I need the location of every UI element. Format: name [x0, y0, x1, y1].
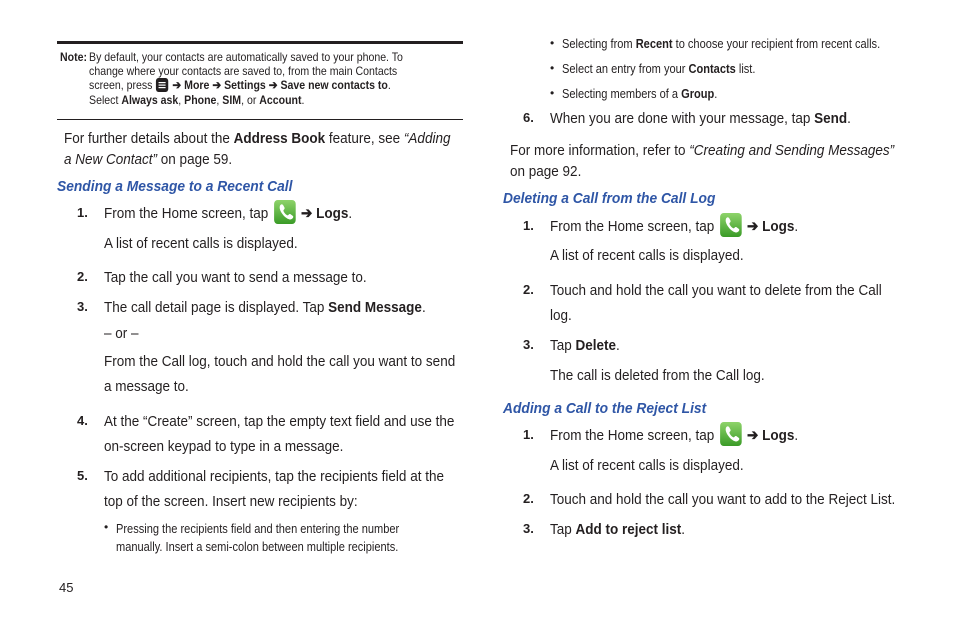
- step-number: 1.: [523, 218, 534, 233]
- note-line-1: By default, your contacts are automatically saved to your phone. To: [89, 50, 403, 64]
- heading-send-message: Sending a Message to a Recent Call: [57, 178, 293, 195]
- delete-step-1-result: A list of recent calls is displayed.: [550, 247, 744, 264]
- step-1-text: From the Home screen, tap ➔ Logs.: [104, 201, 352, 226]
- note-top-rule: [57, 41, 463, 44]
- bullet-dot: •: [550, 86, 555, 100]
- step-3-alt-line-2: a message to.: [104, 378, 189, 395]
- delete-step-3-result: The call is deleted from the Call log.: [550, 367, 765, 384]
- intro-paragraph-line-2: a New Contact” on page 59.: [64, 151, 233, 168]
- note-line-4: Select Always ask, Phone, SIM, or Account.: [89, 92, 305, 107]
- step-4-line-2: on-screen keypad to type in a message.: [104, 438, 344, 455]
- step-6-text: When you are done with your message, tap Send.: [550, 110, 851, 127]
- note-body: [89, 50, 452, 107]
- step-number: 6.: [523, 110, 534, 125]
- step-4-line-1: At the “Create” screen, tap the empty text field and use the: [104, 413, 455, 430]
- bullet-3: Select an entry from your Contacts list.: [562, 61, 756, 76]
- step-number: 3.: [77, 299, 88, 314]
- phone-icon: [720, 422, 742, 446]
- phone-icon: [274, 200, 296, 224]
- step-number: 2.: [523, 491, 534, 506]
- heading-reject-list: Adding a Call to the Reject List: [503, 400, 707, 417]
- heading-delete-call: Deleting a Call from the Call Log: [503, 190, 716, 207]
- note-menu-path: ➔ More ➔ Settings ➔ Save new contacts to: [172, 78, 388, 93]
- more-info-line-1: For more information, refer to “Creating and Sending Messages”: [510, 142, 895, 159]
- step-3-text: The call detail page is displayed. Tap Send Message.: [104, 299, 426, 316]
- page-number: 45: [59, 580, 74, 595]
- step-1-result: A list of recent calls is displayed.: [104, 235, 298, 252]
- note-bottom-rule: [57, 119, 463, 120]
- step-2-text: Tap the call you want to send a message to.: [104, 269, 367, 286]
- step-number: 3.: [523, 337, 534, 352]
- step-3-alt-line-1: From the Call log, touch and hold the call you want to send: [104, 353, 456, 370]
- note-line-3: screen, press ➔ More ➔ Settings ➔ Save new contacts to.: [89, 78, 391, 93]
- reject-step-2-text: Touch and hold the call you want to add to the Reject List.: [550, 491, 896, 508]
- bullet-dot: •: [550, 61, 555, 75]
- phone-icon: [720, 213, 742, 237]
- step-5-line-2: top of the screen. Insert new recipients by:: [104, 493, 358, 510]
- step-number: 2.: [77, 269, 88, 284]
- reject-step-1-result: A list of recent calls is displayed.: [550, 457, 744, 474]
- step-number: 1.: [77, 205, 88, 220]
- reject-step-3-text: Tap Add to reject list.: [550, 521, 686, 538]
- step-number: 1.: [523, 427, 534, 442]
- menu-key-icon: [156, 78, 168, 92]
- step-number: 2.: [523, 282, 534, 297]
- step-number: 5.: [77, 468, 88, 483]
- bullet-dot: •: [104, 520, 109, 534]
- delete-step-2-line-2: log.: [550, 307, 572, 324]
- bullet-dot: •: [550, 36, 555, 50]
- step-number: 4.: [77, 413, 88, 428]
- step-number: 3.: [523, 521, 534, 536]
- bullet-2: Selecting from Recent to choose your recipient from recent calls.: [562, 36, 881, 51]
- bullet-4: Selecting members of a Group.: [562, 86, 718, 101]
- bullet-1-line-1: Pressing the recipients field and then entering the number: [116, 521, 400, 536]
- or-separator: – or –: [104, 325, 139, 342]
- bullet-1-line-2: manually. Insert a semi-colon between multiple recipients.: [116, 539, 399, 554]
- delete-step-3-text: Tap Delete.: [550, 337, 620, 354]
- more-info-line-2: on page 92.: [510, 163, 582, 180]
- intro-paragraph-line-1: For further details about the Address Book feature, see “Adding: [64, 130, 451, 147]
- delete-step-1-text: From the Home screen, tap ➔ Logs.: [550, 214, 798, 239]
- note-line-2: change where your contacts are saved to, from the main Contacts: [89, 64, 398, 79]
- reject-step-1-text: From the Home screen, tap ➔ Logs.: [550, 423, 798, 448]
- note-label: Note:: [60, 50, 87, 64]
- step-5-line-1: To add additional recipients, tap the recipients field at the: [104, 468, 444, 485]
- delete-step-2-line-1: Touch and hold the call you want to delete from the Call: [550, 282, 882, 299]
